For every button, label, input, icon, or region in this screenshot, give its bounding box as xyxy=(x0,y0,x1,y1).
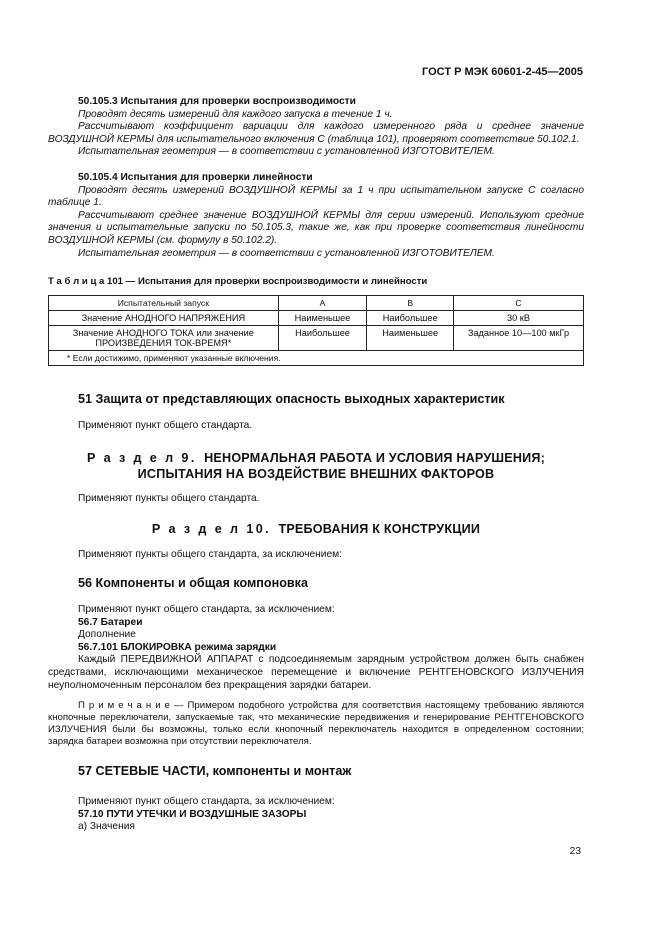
table-101 xyxy=(48,295,584,366)
paragraph: Испытательная геометрия — в соответствии с установленной ИЗГОТОВИТЕЛЕМ. xyxy=(78,146,495,158)
section-title: 50.105.3 Испытания для проверки воспроизводимости xyxy=(78,96,356,107)
subsection-title: 56.7.101 БЛОКИРОВКА режима зарядки xyxy=(78,641,277,653)
razdel-9-heading xyxy=(48,450,584,482)
table-header-cell: Испытательный запуск xyxy=(49,296,279,311)
paragraph: Проводят десять измерений ВОЗДУШНОЙ КЕРМЫ за 1 ч при испытательном запуске С согласно таблице 1. xyxy=(48,184,584,209)
section-51-title: 51 Защита от представляющих опасность выходных характеристик xyxy=(78,392,505,406)
section-57-body xyxy=(48,796,584,834)
table-footnote-row xyxy=(49,351,584,366)
table-caption-text: — Испытания для проверки воспроизводимости и линейности xyxy=(123,276,428,287)
table-row xyxy=(49,311,584,326)
table-cell: Значение АНОДНОГО НАПРЯЖЕНИЯ xyxy=(49,311,279,326)
section-56-body xyxy=(48,604,584,747)
table-cell: Наибольшее xyxy=(367,311,454,326)
table-row xyxy=(49,326,584,351)
table-cell: Заданное 10—100 мкГр xyxy=(454,326,584,351)
table-footnote: * Если достижимо, применяют указанные включения. xyxy=(49,351,584,366)
note-lead: П р и м е ч а н и е xyxy=(78,700,170,712)
section-50-105-3 xyxy=(48,96,584,159)
section-56-title: 56 Компоненты и общая компоновка xyxy=(78,576,308,590)
razdel-9-text: Применяют пункты общего стандарта. xyxy=(78,493,260,504)
razdel-10-title: ТРЕБОВАНИЯ К КОНСТРУКЦИИ xyxy=(278,522,481,536)
paragraph: Каждый ПЕРЕДВИЖНОЙ АППАРАТ с подсоединяемым зарядным устройством должен быть снабжен средствами, исключающими механическое перемещение и включение РЕНТГЕНОВСКОГО ИЗЛУЧЕНИЯ неуполномоченным персоналом без прекращения зарядки батареи. xyxy=(48,654,584,691)
table-cell: Наименьшее xyxy=(367,326,454,351)
table-cell: Наименьшее xyxy=(278,311,367,326)
razdel-10-heading xyxy=(48,521,584,537)
document-code-header: ГОСТ Р МЭК 60601-2-45—2005 xyxy=(422,66,583,78)
razdel-9-title-1: НЕНОРМАЛЬНАЯ РАБОТА И УСЛОВИЯ НАРУШЕНИЯ; xyxy=(204,451,546,465)
table-header-cell: А xyxy=(278,296,367,311)
note xyxy=(48,700,584,747)
list-item: а) Значения xyxy=(78,821,135,833)
razdel-10-lead: Р а з д е л 10. xyxy=(151,522,272,536)
section-50-105-4 xyxy=(48,172,584,260)
table-caption-lead: Т а б л и ц а 101 xyxy=(48,276,124,287)
section-51-text: Применяют пункт общего стандарта. xyxy=(78,420,253,431)
note-body: — Примером подобного устройства для соответствия настоящему требованию являются кнопочные переключатели, запускаемые так, что механические передвижения и генерирование РЕНТГЕНОВСКОГО ИЗЛУЧЕНИЯ были бы возможны, только если кнопочный переключатель находится в определенном состоянии; зарядка батареи возможна при отсутствии переключателя. xyxy=(48,700,585,747)
table-cell: 30 кВ xyxy=(454,311,584,326)
paragraph: Применяют пункт общего стандарта, за исключением: xyxy=(78,604,335,615)
table-caption xyxy=(48,276,427,287)
table-header-row xyxy=(49,296,584,311)
subsection-title: 57.10 ПУТИ УТЕЧКИ И ВОЗДУШНЫЕ ЗАЗОРЫ xyxy=(78,808,307,820)
section-title: 50.105.4 Испытания для проверки линейности xyxy=(78,172,313,183)
paragraph: Испытательная геометрия — в соответствии с установленной ИЗГОТОВИТЕЛЕМ. xyxy=(78,247,495,259)
razdel-10-text: Применяют пункты общего стандарта, за исключением: xyxy=(78,549,342,560)
paragraph: Проводят десять измерений для каждого запуска в течение 1 ч. xyxy=(78,108,393,120)
table-header-cell: С xyxy=(454,296,584,311)
paragraph: Дополнение xyxy=(78,629,136,641)
page-number: 23 xyxy=(569,846,581,857)
paragraph: Рассчитывают коэффициент вариации для каждого измеренного ряда и среднее значение ВОЗДУШНОЙ КЕРМЫ для испытательного включения С (таблица 101), проверяют соответствие 50.102.1. xyxy=(48,121,584,145)
section-57-title: 57 СЕТЕВЫЕ ЧАСТИ, компоненты и монтаж xyxy=(78,764,352,778)
table-cell: Значение АНОДНОГО ТОКА или значение ПРОИЗВЕДЕНИЯ ТОК-ВРЕМЯ* xyxy=(49,326,279,351)
table-header-cell: В xyxy=(367,296,454,311)
razdel-9-line2: ИСПЫТАНИЯ НА ВОЗДЕЙСТВИЕ ВНЕШНИХ ФАКТОРОВ xyxy=(137,467,495,481)
razdel-9-line1 xyxy=(48,450,584,466)
subsection-title: 56.7 Батареи xyxy=(78,616,143,628)
paragraph: Применяют пункт общего стандарта, за исключением: xyxy=(78,796,335,807)
razdel-9-lead: Р а з д е л 9. xyxy=(86,451,197,465)
table-cell: Наибольшее xyxy=(278,326,367,351)
paragraph: Рассчитывают среднее значение ВОЗДУШНОЙ КЕРМЫ для серии измерений. Используют средние значения и испытательные запуски по 50.105.3, такие же, как при проверке соответствия линейности ВОЗДУШНОЙ КЕРМЫ (см. формулу в 50.102.2). xyxy=(48,209,584,246)
